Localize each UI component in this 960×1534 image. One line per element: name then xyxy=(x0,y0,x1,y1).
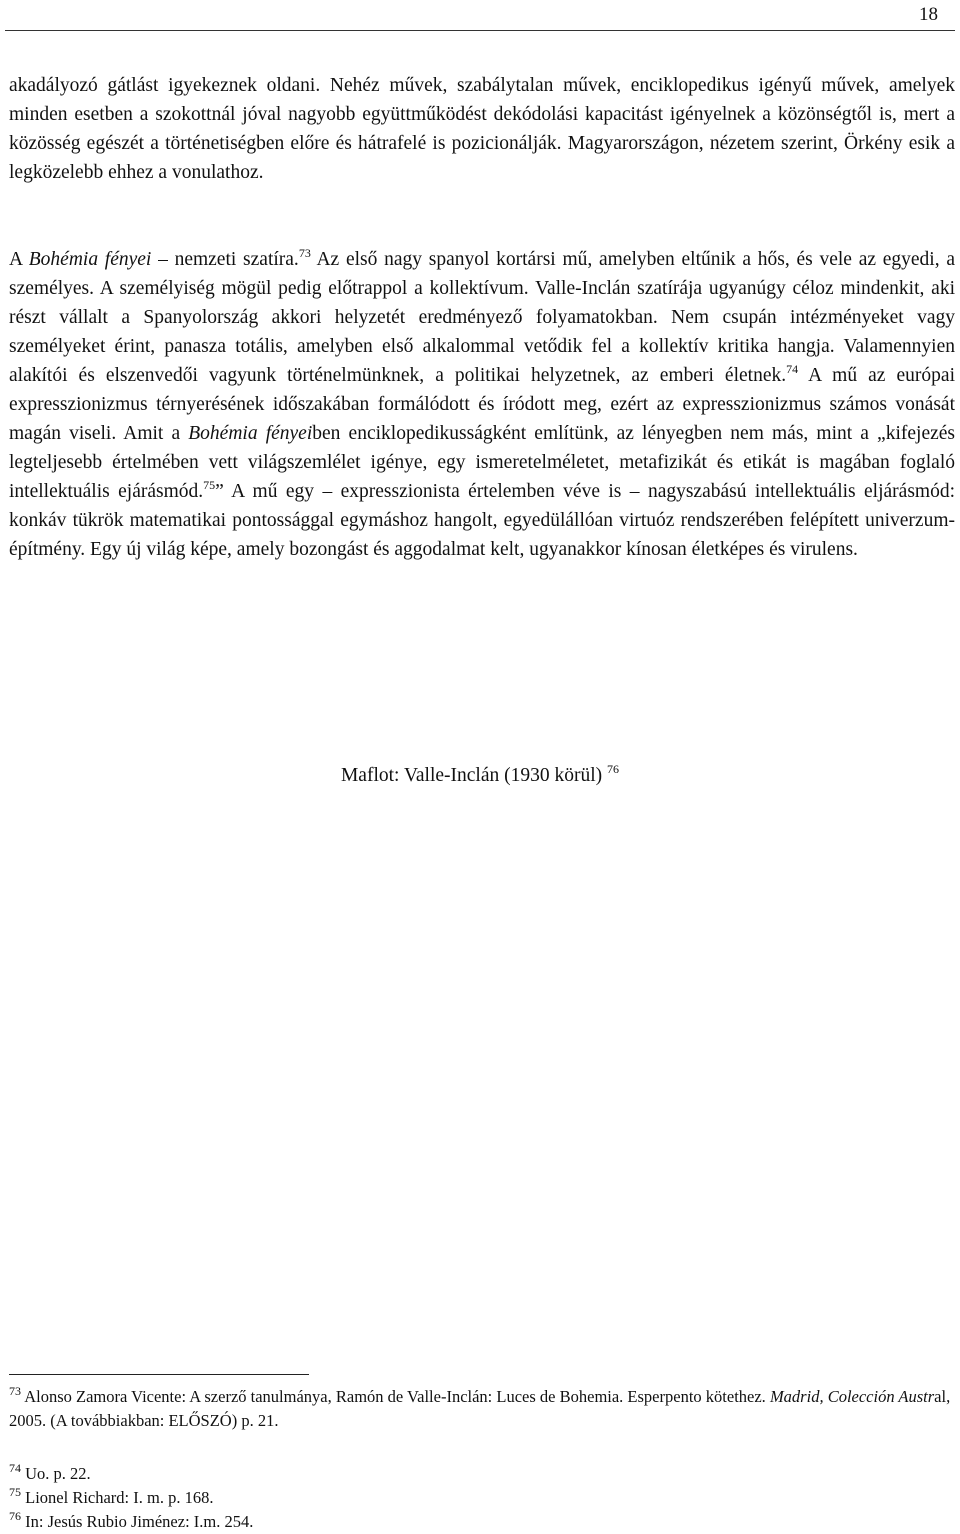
footnote-ref-76[interactable]: 76 xyxy=(607,762,620,776)
footnotes-list xyxy=(9,1462,955,1534)
footnote-73-part-c: al, 2005. (A továbbiakban: ELŐSZÓ) p. 21. xyxy=(9,1387,951,1430)
paragraph-2-text xyxy=(9,245,955,564)
footnote-ref-75[interactable]: 75 xyxy=(203,478,216,492)
footnote-76-text: In: Jesús Rubio Jiménez: I.m. 254. xyxy=(25,1512,254,1531)
footnote-75-number: 75 xyxy=(9,1485,21,1499)
footnote-76-number: 76 xyxy=(9,1509,21,1523)
para2-text-6: ” A mű egy – expresszionista értelemben véve is – nagyszabású intellektuális eljárásmód: konkáv tükrök matematikai pontossággal egymáshoz hangolt, egyedülállóan virtuóz rendszerében felépített univerzum-építmény. Egy új világ képe, amely bozongást és aggodalmat kelt, ugyanakkor kínosan életképes és virulens. xyxy=(9,481,955,560)
para2-text-4: A mű az európai expresszionizmus térnyerésének időszakában formálódott és íródott meg, ezért az expresszionizmus számos vonását magán viseli. Amit a xyxy=(9,365,955,444)
title-bohemia-fenyei: Bohémia fényei xyxy=(28,249,152,270)
footnote-74-number: 74 xyxy=(9,1461,21,1475)
footnote-73-text xyxy=(9,1385,955,1433)
footnote-75-text: Lionel Richard: I. m. p. 168. xyxy=(25,1488,214,1507)
footnote-separator xyxy=(9,1374,309,1375)
footnote-76 xyxy=(9,1510,955,1534)
para2-text-3: Az első nagy spanyol kortársi mű, amelyben eltűnik a hős, és vele az egyedi, a személyes. A személyiség mögül pedig előtrappol a kollektívum. Valle-Inclán szatírája ugyanúgy céloz mindenkit, aki részt vállalt a Spanyolország akkori helyzetét eredményező folyamatokban. Nem csupán intézményeket vagy személyeket érint, panasza totális, amelyben első alkalommal vetődik fel a kollektív kritika hangja. Valamennyien alakítói és elszenvedői vagyunk történelmünknek, a politikai helyzetnek, az emberi életnek. xyxy=(9,249,955,386)
footnote-74 xyxy=(9,1462,955,1486)
image-caption xyxy=(0,762,960,787)
paragraph-1-text: akadályozó gátlást igyekeznek oldani. Nehéz művek, szabálytalan művek, enciklopedikus igényű művek, amelyek minden esetben a szokottnál jóval nagyobb együttműködést dekódolási kapacitást igényelnek a közönségtől is, mert a közösség egészét a történetiségben előre és hátrafelé is pozicionálják. Magyarországon, nézetem szerint, Örkény esik a legközelebb ehhez a vonulathoz. xyxy=(9,75,955,183)
paragraph-1 xyxy=(9,71,955,187)
footnote-ref-74[interactable]: 74 xyxy=(786,362,799,376)
page-number: 18 xyxy=(919,4,938,25)
footnote-73-part-b: Madrid, Colección Austr xyxy=(769,1387,935,1406)
footnote-73-part-a: Alonso Zamora Vicente: A szerző tanulmánya, Ramón de Valle-Inclán: Luces de Bohemia. Esperpento kötethez. xyxy=(24,1387,770,1406)
footnote-73 xyxy=(9,1385,955,1433)
footnote-73-number: 73 xyxy=(9,1384,21,1398)
footnote-75 xyxy=(9,1486,955,1510)
title-bohemia-fenyei-2: Bohémia fényei xyxy=(188,423,313,444)
para2-text-2: – nemzeti szatíra. xyxy=(151,249,299,270)
caption-text: Maflot: Valle-Inclán (1930 körül) xyxy=(340,765,603,786)
paragraph-2 xyxy=(9,245,955,564)
header-rule xyxy=(5,30,955,31)
para2-text-5: ben enciklopedikusságként említünk, az lényegben nem más, mint a „kifejezés legteljesebb értelmében vett világszemlélet igénye, egy ismeretelméletet, metafizikát és etikát is magában foglaló intellektuális ejárásmód. xyxy=(9,423,956,502)
footnote-74-text: Uo. p. 22. xyxy=(25,1464,91,1483)
footnote-ref-73[interactable]: 73 xyxy=(298,246,311,260)
para2-text-1: A xyxy=(9,249,29,270)
